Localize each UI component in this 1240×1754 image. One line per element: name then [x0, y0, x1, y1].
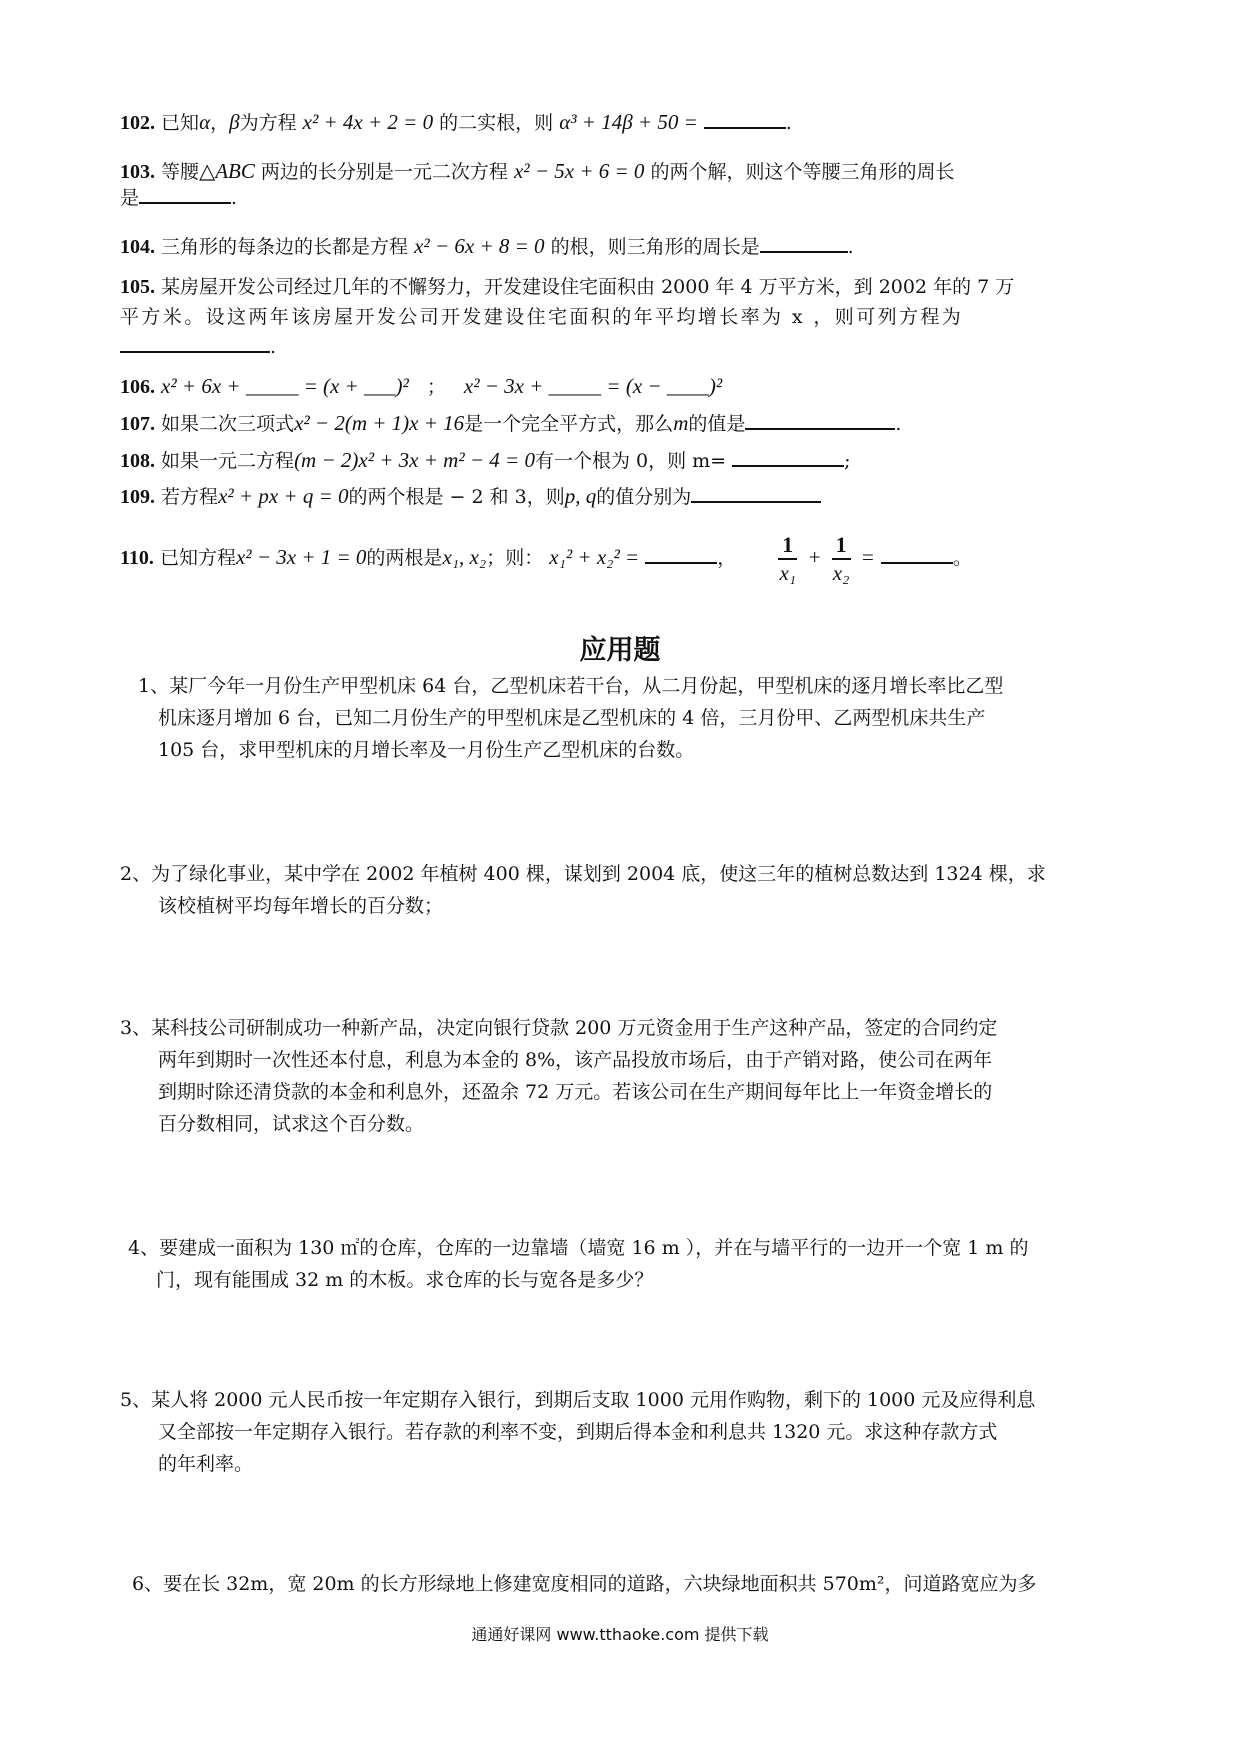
end-punct: 。 [952, 547, 972, 569]
question-number: 102. [120, 112, 155, 134]
equation: x² − 3x + 1 = 0 [235, 545, 367, 569]
expression: x² − 2(m + 1)x + 16 [294, 411, 465, 435]
question-109 [120, 482, 1130, 511]
question-102 [120, 108, 1130, 137]
expression-1: x² + 6x + _____ = (x + ___)² [161, 374, 409, 398]
question-107 [120, 409, 1130, 438]
answer-blank[interactable] [120, 333, 270, 353]
question-number: 108. [120, 450, 155, 472]
question-text: 的两个根是 − 2 和 3，则 [348, 486, 565, 508]
problem-4 [128, 1232, 1128, 1296]
roots: x₁, x₂ [442, 545, 487, 569]
alpha-symbol: α [199, 110, 211, 134]
question-text: 的两个解，则这个等腰三角形的周长 [650, 161, 955, 183]
answer-blank[interactable] [691, 483, 821, 503]
problem-line: 4、要建成一面积为 130 ㎡的仓库，仓库的一边靠墙（墙宽 16 m ），并在与墙平行的一边开一个宽 1 m 的 [128, 1237, 1029, 1259]
question-text: ；则： [486, 547, 544, 569]
problem-line: 两年到期时一次性还本付息，利息为本金的 8%，该产品投放市场后，由于产销对路，使公司在两年 [158, 1049, 993, 1071]
question-108 [120, 446, 1130, 475]
question-text: 如果二次三项式 [161, 413, 295, 435]
question-text: 已知方程 [159, 547, 236, 569]
problem-line: 百分数相同，试求这个百分数。 [158, 1113, 425, 1135]
question-text: 的两根是 [366, 547, 443, 569]
question-text: 的值分别为 [596, 486, 692, 508]
question-number: 107. [120, 413, 155, 435]
end-punct: ; [844, 450, 851, 472]
end-punct: . [270, 336, 277, 358]
beta-symbol: β [229, 110, 240, 134]
problem-3 [120, 1012, 1130, 1140]
question-text: 是一个完全平方式，那么 [464, 413, 674, 435]
fraction-1-over-x1: $\frac{1}{\text{x₁}}$ [779, 532, 797, 585]
question-text: 某房屋开发公司经过几年的不懈努力，开发建设住宅面积由 2000 年 4 万平方米，到 2002 年的 7 万 [161, 276, 1015, 298]
question-text: 的根，则三角形的周长是 [550, 236, 760, 258]
expression: (m − 2)x² + 3x + m² − 4 = 0 [294, 448, 535, 472]
problem-1 [138, 670, 1138, 766]
question-105 [120, 273, 1130, 301]
question-text: 等腰 [161, 161, 200, 183]
problem-line: 机床逐月增加 6 台，已知二月份生产的甲型机床是乙型机床的 4 倍，三月份甲、乙两型机床共生产 [158, 707, 986, 729]
problem-line: 3、某科技公司研制成功一种新产品，决定向银行贷款 200 万元资金用于生产这种产品，签定的合同约定 [120, 1017, 998, 1039]
section-title: 应用题 [579, 635, 661, 666]
problem-line: 又全部按一年定期存入银行。若存款的利率不变，到期后得本金和利息共 1320 元。求这种存款方式 [158, 1421, 998, 1443]
equals-sign: = [860, 545, 875, 569]
problem-line: 1、某厂今年一月份生产甲型机床 64 台，乙型机床若干台，从二月份起，甲型机床的逐月增长率比乙型 [138, 675, 1004, 697]
question-text: 若方程 [161, 486, 219, 508]
separator: ； [426, 376, 446, 398]
question-110 [120, 532, 1130, 586]
question-number: 104. [120, 236, 155, 258]
question-103 [120, 157, 1130, 186]
problem-line: 该校植树平均每年增长的百分数； [158, 895, 444, 917]
question-105-line2: 平方米。设这两年该房屋开发公司开发建设住宅面积的年平均增长率为 x ，则可列方程为 [120, 306, 964, 328]
problem-line: 105 台，求甲型机床的月增长率及一月份生产乙型机床的台数。 [158, 739, 695, 761]
question-number: 105. [120, 276, 155, 298]
answer-blank-2[interactable] [881, 544, 953, 564]
separator: ， [717, 547, 737, 569]
sum-of-squares: x₁² + x₂² = [549, 545, 640, 569]
question-text: 已知 [161, 112, 200, 134]
triangle-label: △ABC [199, 159, 255, 183]
page-footer: 通通好课网 www.tthaoke.com 提供下载 [471, 1625, 769, 1644]
question-number: 109. [120, 486, 155, 508]
problem-line: 2、为了绿化事业，某中学在 2002 年植树 400 棵，谋划到 2004 底，使这三年的植树总数达到 1324 棵，求 [120, 863, 1046, 885]
question-text: 两边的长分别是一元二次方程 [260, 161, 508, 183]
problem-6 [132, 1568, 1132, 1600]
problem-line: 门，现有能围成 32 m 的木板。求仓库的长与宽各是多少？ [156, 1269, 654, 1291]
answer-blank-1[interactable] [645, 544, 717, 564]
answer-blank[interactable] [732, 447, 844, 467]
fraction-1-over-x2: $\frac{1}{\text{x₂}}$ [832, 532, 850, 585]
expression: α³ + 14β + 50 = [559, 110, 698, 134]
expression-2: x² − 3x + _____ = (x − ____)² [463, 374, 723, 398]
question-text: 的值是 [688, 413, 746, 435]
answer-blank[interactable] [760, 233, 848, 253]
answer-blank[interactable] [139, 184, 231, 204]
plus-sign: + [807, 545, 822, 569]
question-number: 106. [120, 376, 155, 398]
question-text: 有一个根为 0，则 m= [534, 450, 727, 472]
problem-line: 到期时除还清贷款的本金和利息外，还盈余 72 万元。若该公司在生产期间每年比上一年资金增长的 [158, 1081, 993, 1103]
problem-line: 的年利率。 [158, 1453, 254, 1475]
question-text: 为方程 [239, 112, 297, 134]
question-103-cont [120, 184, 1130, 212]
question-106 [120, 372, 1130, 401]
variable-m: m [673, 411, 689, 435]
expression: x² + px + q = 0 [218, 484, 349, 508]
end-punct: . [847, 236, 854, 258]
equation: x² − 5x + 6 = 0 [513, 159, 645, 183]
problem-line: 6、要在长 32m，宽 20m 的长方形绿地上修建宽度相同的道路，六块绿地面积共 570m²，问道路宽应为多 [132, 1573, 1037, 1595]
problem-2 [120, 858, 1130, 922]
question-105-line3 [120, 333, 1130, 361]
question-number: 103. [120, 161, 155, 183]
question-text: 是 [120, 187, 140, 209]
answer-blank[interactable] [704, 109, 786, 129]
equation: x² + 4x + 2 = 0 [302, 110, 434, 134]
separator: ， [210, 112, 230, 134]
equation: x² − 6x + 8 = 0 [414, 234, 545, 258]
variables: p, q [564, 484, 597, 508]
question-number: 110. [120, 547, 154, 569]
question-text: 的二实根，则 [439, 112, 554, 134]
question-text: 三角形的每条边的长都是方程 [161, 236, 409, 258]
problem-line: 5、某人将 2000 元人民币按一年定期存入银行，到期后支取 1000 元用作购物，剩下的 1000 元及应得利息 [120, 1389, 1036, 1411]
end-punct: . [785, 112, 792, 134]
end-punct: . [895, 413, 902, 435]
answer-blank[interactable] [745, 410, 895, 430]
question-text: 如果一元二方程 [161, 450, 295, 472]
question-104 [120, 232, 1130, 261]
problem-5 [120, 1384, 1130, 1480]
end-punct: . [231, 187, 238, 209]
